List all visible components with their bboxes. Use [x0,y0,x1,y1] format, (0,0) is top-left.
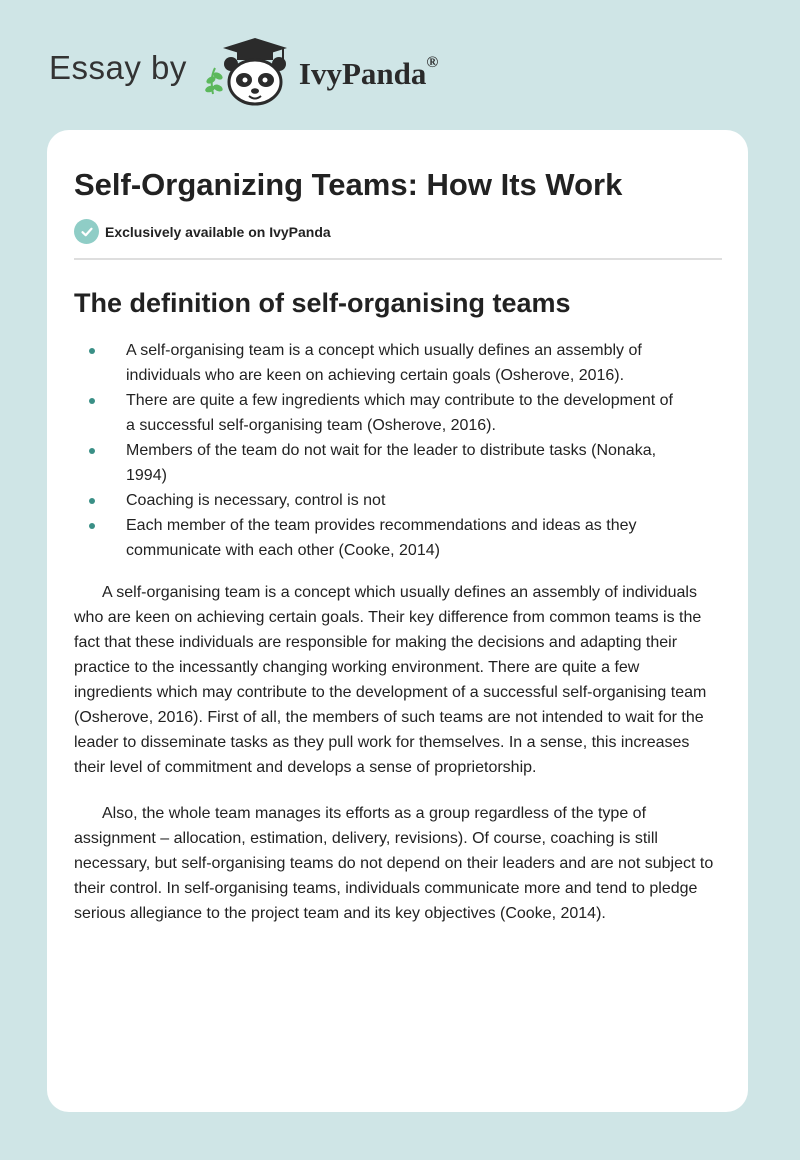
page-title: Self-Organizing Teams: How Its Work [74,167,623,202]
panda-logo-icon[interactable] [203,36,295,108]
body-paragraph: A self-organising team is a concept which usually defines an assembly of individuals who are keen on achieving certain goals. Their key difference from common teams is the fact that these individuals are responsible for making the decisions and adapting their practice to the incessantly changing working environment. There are quite a few ingredients which may contribute to the development of a successful self-organising team (Osherove, 2016). First of all, the members of such teams are not intended to wait for the leader to disseminate tasks as they pull work for themselves. In a sense, this increases their level of commitment and develops a sense of proprietorship. [74,584,707,776]
article-card [47,130,748,1112]
essay-by-label: Essay by [49,49,187,86]
list-item: Each member of the team provides recommendations and ideas as they communicate with each other (Cooke, 2014) [74,513,682,563]
divider [74,258,722,260]
section-heading: The definition of self-organising teams [74,288,571,318]
exclusive-badge [74,219,722,244]
list-item: There are quite a few ingredients which may contribute to the development of a successful self-organising team (Osherove, 2016). [74,388,682,438]
exclusive-label: Exclusively available on IvyPanda [105,223,331,240]
list-item: Coaching is necessary, control is not [74,488,682,513]
list-item: Members of the team do not wait for the leader to distribute tasks (Nonaka, 1994) [74,438,682,488]
site-header [49,36,438,108]
definition-bullet-list [74,338,722,563]
list-item: A self-organising team is a concept which usually defines an assembly of individuals who are keen on achieving certain goals (Osherove, 2016). [74,338,682,388]
body-paragraph: Also, the whole team manages its efforts as a group regardless of the type of assignment – allocation, estimation, delivery, revisions). Of course, coaching is still necessary, but self-organising teams do not depend on their leaders and are not subject to their control. In self-organising teams, individuals communicate more and tend to pledge serious allegiance to the project team and its key objectives (Cooke, 2014). [74,805,714,922]
check-icon [74,219,99,244]
brand-name[interactable]: IvyPanda® [298,53,439,91]
